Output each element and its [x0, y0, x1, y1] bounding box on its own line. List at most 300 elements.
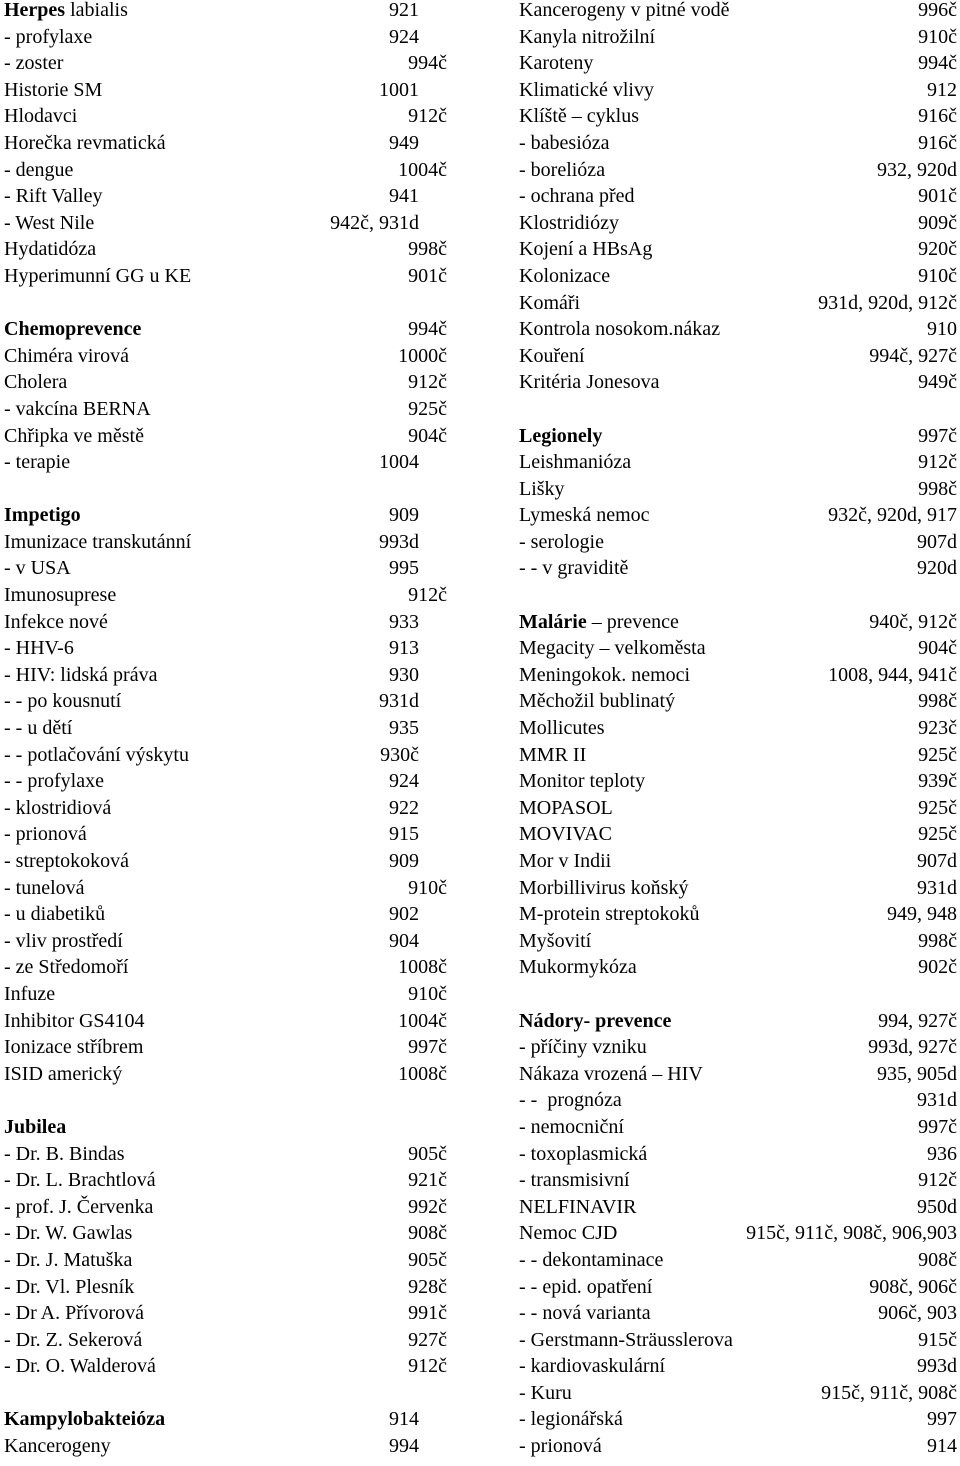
entry-term: [519, 878, 688, 898]
entry-page-ref: 997č: [918, 424, 957, 447]
entry-term-text: - nemocniční: [519, 1115, 624, 1138]
entry-page-ref: 924: [389, 770, 419, 793]
entry-term-text: Měchožil bublinatý: [519, 690, 676, 713]
entry-term: [519, 160, 605, 180]
entry-term-text: - profylaxe: [4, 25, 93, 48]
index-entry: [4, 239, 447, 266]
index-entry: [519, 133, 957, 160]
entry-term: [4, 1117, 66, 1137]
entry-term: [519, 53, 593, 73]
entry-term: [519, 1144, 647, 1164]
index-entry: [519, 160, 957, 187]
entry-page-ref: 991č: [408, 1302, 447, 1325]
entry-page-ref: 993d: [917, 1355, 957, 1378]
entry-page-ref: 910č: [918, 264, 957, 287]
entry-term-text: - - po kousnutí: [4, 690, 122, 713]
entry-term-text: - Dr. Z. Sekerová: [4, 1328, 143, 1351]
entry-page-ref: 920č: [918, 238, 957, 261]
entry-page-ref: 910č: [918, 25, 957, 48]
entry-page-ref: 910č: [408, 876, 447, 899]
index-entry: [519, 1144, 957, 1171]
entry-page-ref: 916č: [918, 131, 957, 154]
entry-term: [519, 372, 660, 392]
entry-term-text: - - profylaxe: [4, 770, 104, 793]
index-column-left: [4, 0, 447, 1463]
index-entry: [4, 0, 447, 27]
entry-page-ref: 997č: [408, 1036, 447, 1059]
entry-term-text: Monitor teploty: [519, 770, 646, 793]
entry-term-text: - serologie: [519, 530, 604, 553]
entry-term-text: Kolonizace: [519, 264, 611, 287]
entry-term: [4, 904, 105, 924]
entry-page-ref: 940č, 912č: [869, 610, 957, 633]
index-entry: [519, 1356, 957, 1383]
index-entry: [519, 0, 957, 27]
index-entry: [519, 293, 957, 320]
entry-page-ref: 942č, 931d: [330, 211, 419, 234]
index-entry: [4, 1250, 447, 1277]
entry-page-ref: 933: [389, 610, 419, 633]
entry-term-bold: Nádory- prevence: [519, 1009, 672, 1032]
index-entry: [4, 1011, 447, 1038]
entry-term: [519, 1409, 623, 1429]
entry-page-ref: 1008č: [398, 1062, 447, 1085]
entry-term-text: - ze Středomoří: [4, 956, 129, 979]
index-entry: [4, 1117, 447, 1144]
entry-page-ref: 1004: [379, 451, 419, 474]
entry-page-ref: 1008, 944, 941č: [828, 663, 957, 686]
entry-page-ref: 906č, 903: [878, 1302, 957, 1325]
entry-term: [4, 80, 102, 100]
index-entry: [4, 558, 447, 585]
index-entry: [519, 718, 957, 745]
entry-page-ref: 912: [927, 78, 957, 101]
entry-page-ref: 912č: [408, 105, 447, 128]
entry-term-text: Komáři: [519, 291, 581, 314]
index-entry: [519, 213, 957, 240]
entry-term-text: - Dr. Vl. Plesník: [4, 1275, 135, 1298]
entry-term: [519, 745, 586, 765]
entry-term: [4, 691, 121, 711]
entry-page-ref: 901č: [408, 264, 447, 287]
index-entry: [519, 1090, 957, 1117]
entry-term: [4, 1436, 111, 1456]
index-entry: [519, 878, 957, 905]
entry-page-ref: 997č: [918, 1115, 957, 1138]
entry-term: [519, 1223, 617, 1243]
index-entry: [4, 186, 447, 213]
entry-term: [519, 824, 612, 844]
index-entry: [519, 904, 957, 931]
entry-term: [4, 638, 74, 658]
entry-term-bold: Malárie: [519, 610, 587, 633]
index-entry: [4, 1144, 447, 1171]
entry-term-text: – prevence: [586, 610, 679, 633]
entry-term: [4, 27, 92, 47]
entry-term: [4, 399, 151, 419]
entry-term: [519, 718, 605, 738]
index-entry: [4, 745, 447, 772]
entry-term: [4, 1409, 165, 1429]
entry-term-text: Kontrola nosokom.nákaz: [519, 318, 721, 341]
entry-page-ref: 1000č: [398, 344, 447, 367]
entry-term-text: labialis: [65, 0, 128, 21]
entry-term-text: - prionová: [519, 1435, 602, 1458]
entry-page-ref: 908č: [408, 1222, 447, 1245]
entry-term: [4, 1037, 143, 1057]
entry-term: [4, 1330, 142, 1350]
index-entry: [4, 1277, 447, 1304]
entry-page-ref: 909: [389, 850, 419, 872]
entry-page-ref: 992č: [408, 1195, 447, 1218]
index-entry: [519, 186, 957, 213]
entry-term-text: Klostridiózy: [519, 211, 619, 234]
entry-term-text: Leishmanióza: [519, 451, 632, 474]
entry-term-text: - vakcína BERNA: [4, 397, 151, 420]
entry-term: [519, 1197, 636, 1217]
entry-page-ref: 998č: [918, 477, 957, 500]
entry-page-ref: 907d: [917, 850, 957, 872]
entry-term-text: Infuze: [4, 982, 56, 1005]
entry-term-text: Lymeská nemoc: [519, 504, 650, 527]
entry-term: [519, 1383, 572, 1403]
entry-term-text: Lišky: [519, 477, 565, 500]
entry-term-text: - tunelová: [4, 876, 85, 899]
entry-term: [519, 558, 628, 578]
index-gap: [519, 399, 957, 426]
entry-term: [519, 319, 720, 339]
entry-page-ref: 915č: [918, 1328, 957, 1351]
index-entry: [4, 80, 447, 107]
entry-term: [4, 745, 189, 765]
entry-term-text: - West Nile: [4, 211, 95, 234]
entry-page-ref: 905č: [408, 1142, 447, 1165]
entry-page-ref: 994č: [918, 52, 957, 75]
index-entry: [4, 904, 447, 931]
index-entry: [519, 771, 957, 798]
entry-page-ref: 949, 948: [887, 903, 957, 926]
entry-page-ref: 910č: [408, 982, 447, 1005]
index-entry: [519, 1117, 957, 1144]
entry-page-ref: 904: [389, 929, 419, 952]
entry-term-text: Nákaza vrozená – HIV: [519, 1062, 703, 1085]
entry-term-bold: Kampylobakteióza: [4, 1408, 166, 1431]
index-entry: [4, 638, 447, 665]
entry-term-text: - - potlačování výskytu: [4, 743, 189, 766]
index-entry: [519, 53, 957, 80]
index-entry: [519, 745, 957, 772]
entry-term: [4, 558, 71, 578]
entry-page-ref: 931d: [917, 1089, 957, 1112]
entry-term-text: NELFINAVIR: [519, 1195, 637, 1218]
entry-page-ref: 901č: [918, 185, 957, 208]
index-entry: [519, 372, 957, 399]
entry-page-ref: 920d: [917, 557, 957, 580]
entry-term-text: - Kuru: [519, 1381, 572, 1404]
index-entry: [4, 399, 447, 426]
index-entry: [519, 505, 957, 532]
entry-term-text: - prof. J. Červenka: [4, 1195, 154, 1218]
entry-term: [4, 346, 129, 366]
entry-term-text: M-protein streptokoků: [519, 903, 700, 926]
entry-term-text: Mukormykóza: [519, 956, 637, 979]
entry-term: [4, 239, 96, 259]
entry-page-ref: 907d: [917, 530, 957, 553]
entry-term: [4, 319, 141, 339]
index-gap: [4, 293, 447, 320]
index-entry: [519, 1277, 957, 1304]
entry-page-ref: 912č: [408, 371, 447, 394]
entry-page-ref: 915: [389, 823, 419, 846]
entry-page-ref: 904č: [918, 637, 957, 660]
entry-term: [519, 426, 602, 446]
entry-term-text: Meningokok. nemoci: [519, 663, 691, 686]
entry-term: [519, 1117, 624, 1137]
entry-term-text: Klimatické vlivy: [519, 78, 654, 101]
entry-term: [519, 665, 690, 685]
entry-term: [4, 53, 63, 73]
entry-page-ref: 924: [389, 25, 419, 48]
index-entry: [519, 1330, 957, 1357]
entry-term: [519, 1011, 671, 1031]
index-entry: [4, 771, 447, 798]
entry-page-ref: 949: [389, 131, 419, 154]
index-entry: [4, 133, 447, 160]
entry-page-ref: 914: [927, 1435, 957, 1458]
entry-term-text: - - u dětí: [4, 717, 73, 740]
entry-term-bold: Legionely: [519, 424, 603, 447]
entry-term: [519, 106, 639, 126]
entry-term-text: Myšovití: [519, 929, 592, 952]
entry-page-ref: 912č: [408, 1355, 447, 1378]
entry-term-text: - příčiny vzniku: [519, 1036, 647, 1059]
entry-term: [4, 957, 128, 977]
entry-term: [4, 878, 85, 898]
index-gap: [4, 1383, 447, 1410]
index-entry: [4, 1356, 447, 1383]
entry-term: [4, 1356, 156, 1376]
entry-term-text: Inhibitor GS4104: [4, 1009, 145, 1032]
entry-page-ref: 908č, 906č: [869, 1275, 957, 1298]
entry-page-ref: 909č: [918, 211, 957, 234]
entry-page-ref: 941: [389, 185, 419, 208]
entry-term-text: Hydatidóza: [4, 238, 97, 261]
index-entry: [4, 346, 447, 373]
entry-term-text: - kardiovaskulární: [519, 1355, 666, 1378]
entry-page-ref: 923č: [918, 717, 957, 740]
entry-term-text: - Dr A. Přívorová: [4, 1302, 144, 1325]
entry-page-ref: 904č: [408, 424, 447, 447]
index-entry: [519, 665, 957, 692]
entry-term-text: Hlodavci: [4, 105, 78, 128]
index-entry: [519, 1303, 957, 1330]
index-entry: [519, 824, 957, 851]
entry-term-text: - legionářská: [519, 1408, 623, 1431]
entry-term-text: Klíště – cyklus: [519, 105, 639, 128]
entry-page-ref: 993d, 927č: [868, 1036, 957, 1059]
entry-page-ref: 925č: [408, 397, 447, 420]
index-entry: [519, 1197, 957, 1224]
entry-term-text: - Dr. O. Walderová: [4, 1355, 156, 1378]
index-gap: [519, 984, 957, 1011]
entry-term: [4, 824, 87, 844]
entry-term: [4, 984, 55, 1004]
entry-term: [519, 239, 652, 259]
entry-term-bold: Herpes: [4, 0, 66, 21]
entry-page-ref: 995: [389, 557, 419, 580]
entry-term-text: Mor v Indii: [519, 850, 612, 872]
entry-term-text: MOPASOL: [519, 796, 613, 819]
index-entry: [4, 851, 447, 878]
entry-page-ref: 925č: [918, 823, 957, 846]
index-entry: [4, 665, 447, 692]
entry-term: [4, 426, 144, 446]
index-entry: [519, 532, 957, 559]
entry-page-ref: 913: [389, 637, 419, 660]
index-entry: [519, 1011, 957, 1038]
entry-term: [519, 798, 613, 818]
entry-term-text: - - dekontaminace: [519, 1248, 664, 1271]
entry-page-ref: 921č: [408, 1169, 447, 1192]
index-entry: [4, 106, 447, 133]
entry-term: [519, 1064, 703, 1084]
entry-term: [519, 1250, 663, 1270]
entry-term: [4, 372, 67, 392]
entry-page-ref: 931d, 920d, 912č: [818, 291, 957, 314]
entry-term-text: - - nová varianta: [519, 1302, 651, 1325]
index-entry: [4, 1436, 447, 1463]
index-entry: [519, 1436, 957, 1463]
index-entry: [4, 452, 447, 479]
entry-term-text: Kritéria Jonesova: [519, 371, 660, 394]
index-entry: [519, 851, 957, 878]
entry-page-ref: 902č: [918, 956, 957, 979]
index-entry: [4, 931, 447, 958]
entry-page-ref: 939č: [918, 770, 957, 793]
entry-page-ref: 1001: [379, 78, 419, 101]
entry-term: [4, 1144, 125, 1164]
entry-page-ref: 936: [927, 1142, 957, 1165]
index-entry: [519, 266, 957, 293]
index-entry: [519, 106, 957, 133]
entry-page-ref: 935: [389, 717, 419, 740]
entry-term: [519, 1330, 733, 1350]
entry-term: [519, 904, 700, 924]
entry-term: [4, 718, 72, 738]
entry-term-text: - klostridiová: [4, 796, 112, 819]
entry-term-text: - - prognóza: [519, 1089, 622, 1112]
entry-page-ref: 912č: [918, 1169, 957, 1192]
index-entry: [519, 1064, 957, 1091]
entry-term: [4, 612, 108, 632]
entry-term-bold: Chemoprevence: [4, 318, 142, 341]
entry-term-text: ISID americký: [4, 1062, 123, 1085]
entry-term: [519, 452, 631, 472]
index-entry: [4, 1303, 447, 1330]
entry-page-ref: 994č, 927č: [869, 344, 957, 367]
index-entry: [519, 931, 957, 958]
entry-term: [4, 160, 73, 180]
entry-term: [519, 266, 610, 286]
entry-term: [519, 213, 619, 233]
entry-page-ref: 994č: [408, 52, 447, 75]
entry-page-ref: 949č: [918, 371, 957, 394]
index-entry: [4, 532, 447, 559]
index-entry: [519, 612, 957, 639]
entry-term: [519, 346, 585, 366]
entry-term: [4, 1303, 144, 1323]
index-entry: [4, 505, 447, 532]
entry-page-ref: 902: [389, 903, 419, 926]
index-entry: [4, 53, 447, 80]
index-entry: [519, 1170, 957, 1197]
entry-term: [4, 452, 70, 472]
entry-term-text: Cholera: [4, 371, 68, 394]
entry-term-text: MMR II: [519, 743, 587, 766]
index-column-right: [519, 0, 957, 1463]
entry-term-bold: Impetigo: [4, 504, 81, 527]
index-gap: [4, 1090, 447, 1117]
entry-term-text: - babesióza: [519, 131, 610, 154]
entry-page-ref: 998č: [918, 929, 957, 952]
index-entry: [519, 638, 957, 665]
index-entry: [4, 691, 447, 718]
entry-term: [519, 1037, 647, 1057]
entry-term-text: Historie SM: [4, 78, 103, 101]
index-entry: [4, 1037, 447, 1064]
entry-term-text: Ionizace stříbrem: [4, 1036, 144, 1059]
entry-term-text: Kancerogeny: [4, 1435, 111, 1458]
entry-term-text: Mollicutes: [519, 717, 605, 740]
entry-page-ref: 922: [389, 796, 419, 819]
index-entry: [4, 426, 447, 453]
entry-term: [4, 0, 128, 20]
entry-term-text: Chiméra virová: [4, 344, 129, 367]
entry-page-ref: 930: [389, 663, 419, 686]
entry-term-text: - - v graviditě: [519, 557, 629, 580]
entry-page-ref: 916č: [918, 105, 957, 128]
index-entry: [4, 984, 447, 1011]
entry-term: [4, 1064, 122, 1084]
entry-term-text: - HIV: lidská práva: [4, 663, 158, 686]
entry-page-ref: 925č: [918, 796, 957, 819]
entry-page-ref: 928č: [408, 1275, 447, 1298]
entry-term-text: - prionová: [4, 823, 87, 846]
entry-page-ref: 914: [389, 1408, 419, 1431]
entry-term: [519, 186, 635, 206]
entry-term: [519, 638, 706, 658]
entry-term: [519, 0, 729, 20]
entry-term-text: - zoster: [4, 52, 64, 75]
index-entry: [4, 1170, 447, 1197]
index-entry: [519, 558, 957, 585]
entry-term: [4, 1223, 132, 1243]
entry-term-text: - Rift Valley: [4, 185, 103, 208]
entry-term-text: - Gerstmann-Sträusslerova: [519, 1328, 733, 1351]
entry-term-text: Nemoc CJD: [519, 1222, 618, 1245]
entry-term-text: - Dr. W. Gawlas: [4, 1222, 133, 1245]
index-entry: [519, 80, 957, 107]
entry-term-text: - ochrana před: [519, 185, 635, 208]
entry-term-text: MOVIVAC: [519, 823, 612, 846]
entry-term: [519, 957, 637, 977]
entry-term-text: - borelióza: [519, 158, 606, 181]
entry-term: [4, 665, 157, 685]
index-entry: [519, 1409, 957, 1436]
index-entry: [4, 585, 447, 612]
index-entry: [4, 878, 447, 905]
entry-term-text: Kojení a HBsAg: [519, 238, 653, 261]
